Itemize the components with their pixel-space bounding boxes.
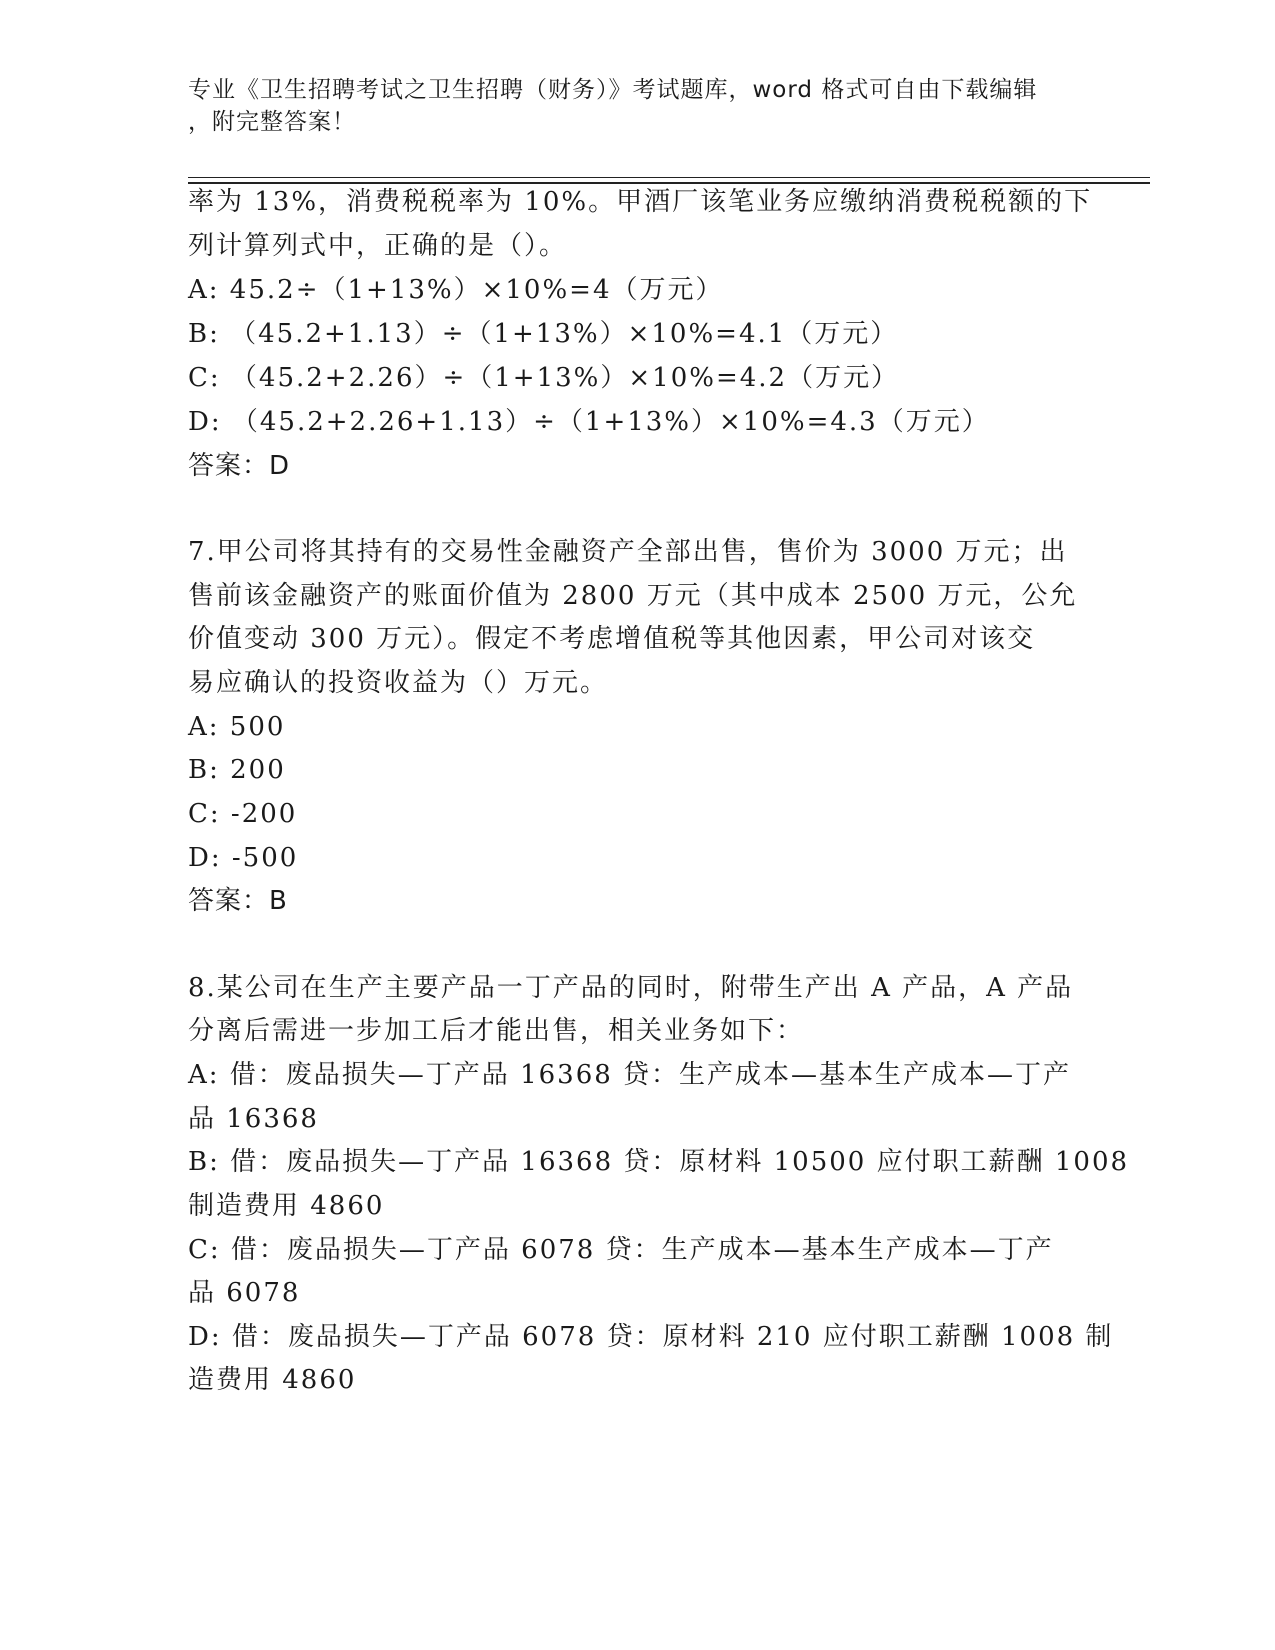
q8-option-c-line-2: 品 6078: [188, 1278, 301, 1308]
q8-option-a-line-2: 品 16368: [188, 1104, 319, 1134]
header-divider-thin: [188, 177, 1150, 178]
q6-option-d: D: （45.2+2.26+1.13）÷（1+13%）×10%=4.3（万元）: [188, 407, 990, 437]
q7-option-d: D: -500: [188, 843, 299, 873]
q8-option-d-line-2: 造费用 4860: [188, 1365, 357, 1395]
q7-option-a: A: 500: [188, 712, 286, 742]
q8-option-b-line-1: B: 借：废品损失—丁产品 16368 贷：原材料 10500 应付职工薪酬 1008: [188, 1147, 1130, 1177]
q6-option-c: C: （45.2+2.26）÷（1+13%）×10%=4.2（万元）: [188, 363, 900, 393]
q8-stem-line-2: 分离后需进一步加工后才能出售，相关业务如下：: [188, 1016, 805, 1046]
q6-option-a: A: 45.2÷（1+13%）×10%=4（万元）: [188, 275, 724, 305]
q7-stem-line-4: 易应确认的投资收益为（）万元。: [188, 668, 609, 698]
q8-option-c-line-1: C: 借：废品损失—丁产品 6078 贷：生产成本—基本生产成本—丁产: [188, 1235, 1054, 1265]
header-line-2: ，附完整答案！: [188, 109, 356, 135]
q8-option-b-line-2: 制造费用 4860: [188, 1191, 385, 1221]
q7-stem-line-1: 7.甲公司将其持有的交易性金融资产全部出售，售价为 3000 万元；出: [188, 537, 1068, 567]
q6-answer: 答案：D: [188, 451, 291, 481]
q8-option-d-line-1: D: 借：废品损失—丁产品 6078 贷：原材料 210 应付职工薪酬 1008 制: [188, 1322, 1114, 1352]
q7-answer: 答案：B: [188, 886, 288, 916]
q8-option-a-line-1: A: 借：废品损失—丁产品 16368 贷：生产成本—基本生产成本—丁产: [188, 1060, 1072, 1090]
q8-stem-line-1: 8.某公司在生产主要产品一丁产品的同时，附带生产出 A 产品，A 产品: [188, 973, 1074, 1003]
header-divider-thick: [188, 182, 1150, 184]
header-line-1: 专业《卫生招聘考试之卫生招聘（财务）》考试题库，word 格式可自由下载编辑: [188, 77, 1038, 103]
q7-option-b: B: 200: [188, 755, 286, 785]
q7-stem-line-2: 售前该金融资产的账面价值为 2800 万元（其中成本 2500 万元，公允: [188, 581, 1078, 611]
q6-stem-line-2: 列计算列式中，正确的是（）。: [188, 231, 568, 261]
q7-stem-line-3: 价值变动 300 万元）。假定不考虑增值税等其他因素，甲公司对该交: [188, 624, 1036, 654]
q7-option-c: C: -200: [188, 799, 298, 829]
page-header: [188, 74, 1088, 138]
q6-option-b: B: （45.2+1.13）÷（1+13%）×10%=4.1（万元）: [188, 319, 899, 349]
q6-stem-line-1: 率为 13%，消费税税率为 10%。甲酒厂该笔业务应缴纳消费税税额的下: [188, 187, 1093, 217]
